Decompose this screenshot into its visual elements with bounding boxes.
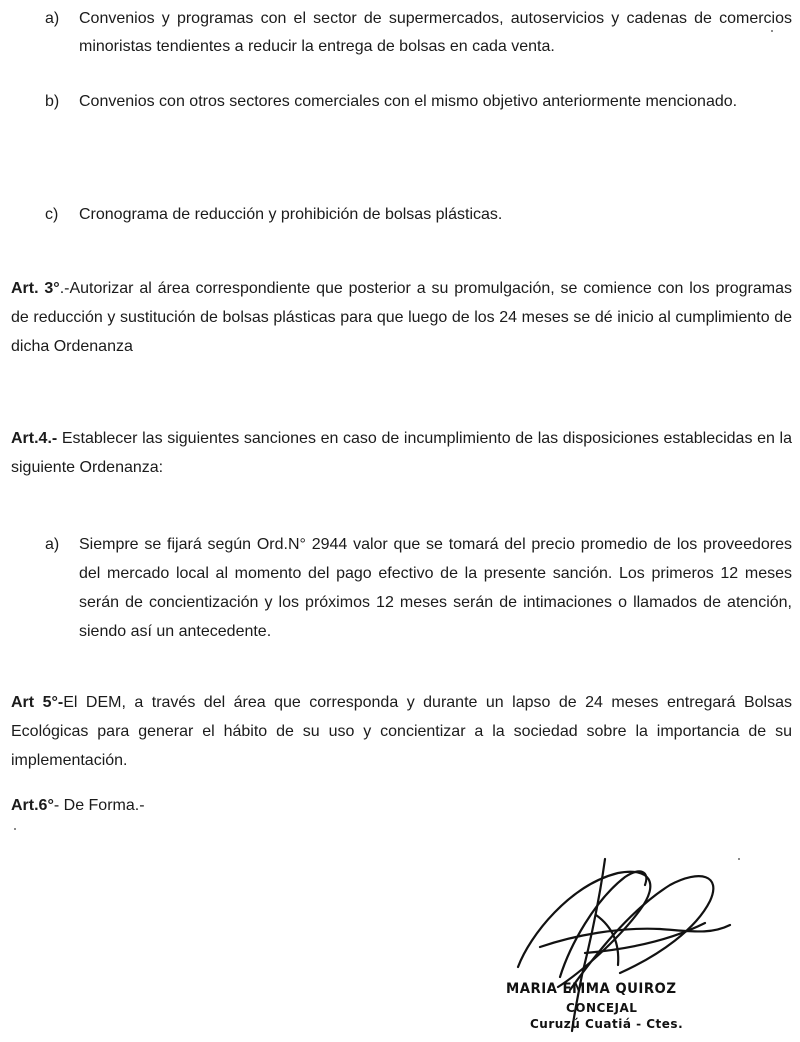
list-marker: a) <box>45 536 60 553</box>
stamp-city: Curuzú Cuatiá - Ctes. <box>530 1017 684 1031</box>
list-item-text: Cronograma de reducción y prohibición de bolsas plásticas. <box>79 206 503 223</box>
scan-speck <box>771 30 773 32</box>
article-text: Establecer las siguientes sanciones en caso de incumplimiento de las disposiciones establecidas en la siguiente Ordenanza: <box>11 430 792 476</box>
article-text: El DEM, a través del área que corresponda y durante un lapso de 24 meses entregará Bolsas Ecológicas para generar el hábito de su uso y concientizar a la sociedad sobre la importancia de su implementación. <box>11 694 792 769</box>
signature-block <box>500 855 740 1035</box>
list-marker: b) <box>45 93 60 110</box>
article-label: Art. 3° <box>11 280 60 297</box>
article-label: Art.4.- <box>11 430 58 447</box>
sanction-item-a <box>45 530 792 646</box>
article-label: Art 5°- <box>11 694 64 711</box>
list-item-text: Convenios y programas con el sector de supermercados, autoservicios y cadenas de comercios minoristas tendientes a reducir la entrega de bolsas en cada venta. <box>79 10 792 55</box>
list-item-text: Siempre se fijará según Ord.N° 2944 valor que se tomará del precio promedio de los proveedores del mercado local al momento del pago efectivo de la presente sanción. Los primeros 12 meses serán de concientización y los próximos 12 meses serán de intimaciones o llamados de atención, siendo así un antecedente. <box>79 536 792 640</box>
list-item-c <box>45 201 792 231</box>
article-label: Art.6° <box>11 797 54 814</box>
list-marker: c) <box>45 206 59 223</box>
scan-speck <box>14 828 16 830</box>
article-text: - De Forma.- <box>53 797 145 814</box>
list-marker: a) <box>45 10 60 27</box>
stamp-role: CONCEJAL <box>566 1001 638 1015</box>
list-item-text: Convenios con otros sectores comerciales con el mismo objetivo anteriormente mencionado. <box>79 93 738 110</box>
article-5 <box>11 688 792 775</box>
article-4 <box>11 424 792 482</box>
list-item-a <box>45 5 792 65</box>
article-3 <box>11 274 792 361</box>
article-text: .-Autorizar al área correspondiente que posterior a su promulgación, se comience con los programas de reducción y sustitución de bolsas plásticas para que luego de los 24 meses se dé inicio al cumplimiento de dicha Ordenanza <box>11 280 793 355</box>
article-6 <box>11 791 411 820</box>
list-item-b <box>45 88 792 148</box>
stamp-name: MARIA EMMA QUIROZ <box>506 981 677 997</box>
